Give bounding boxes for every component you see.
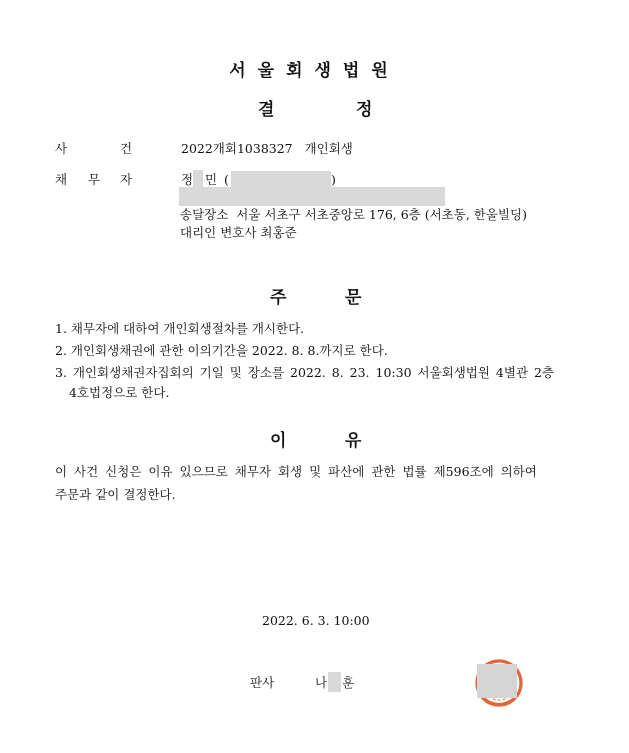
judge-name-second-char: 훈 [342, 675, 355, 690]
doc-type-second-char: 정 [356, 100, 373, 120]
reason-heading-second-char: 유 [345, 431, 362, 451]
debtor-label-third-char: 자 [120, 172, 133, 187]
reason-heading-first-char: 이 [270, 431, 287, 451]
service-address: 송달장소 서울 서초구 서초중앙로 176, 6층 (서초동, 한울빌딩) [180, 207, 527, 222]
redacted-id-block [231, 171, 331, 187]
debtor-name-second-char: 민 [205, 172, 218, 187]
representative: 대리인 변호사 최홍준 [180, 225, 297, 240]
debtor-label-second-char: 무 [88, 172, 101, 187]
reason-text-line-2: 주문과 같이 결정한다. [55, 487, 176, 502]
order-heading-second-char: 문 [345, 288, 362, 308]
order-heading-first-char: 주 [270, 288, 287, 308]
decision-date: 2022. 6. 3. 10:00 [262, 613, 370, 628]
debtor-id-close-paren: ) [331, 172, 336, 187]
judge-name-first-char: 나 [315, 675, 328, 690]
redacted-address-block [179, 187, 445, 206]
case-number: 2022개회1038327 개인회생 [181, 141, 353, 156]
court-seal-icon [470, 652, 528, 712]
judge-label: 판사 [250, 675, 275, 690]
redacted-judge-name-block [328, 672, 341, 692]
court-name: 서울회생법원 [229, 61, 400, 81]
debtor-label-first-char: 채 [55, 172, 68, 187]
reason-text-line-1: 이 사건 신청은 이유 있으므로 채무자 회생 및 파산에 관한 법률 제596조에 의하여 [55, 464, 537, 479]
order-item-3-continued: 4호법정으로 한다. [69, 385, 170, 400]
order-item-3: 3. 개인회생채권자집회의 기일 및 장소를 2022. 8. 23. 10:30 서울회생법원 4별관 2층 [55, 365, 555, 380]
doc-type-first-char: 결 [258, 100, 275, 120]
case-label-second-char: 건 [120, 141, 133, 156]
order-item-2: 2. 개인회생채권에 관한 이의기간을 2022. 8. 8.까지로 한다. [55, 343, 388, 358]
order-item-1: 1. 채무자에 대하여 개인회생절차를 개시한다. [55, 321, 305, 336]
case-label-first-char: 사 [55, 141, 68, 156]
debtor-name-first-char: 정 [181, 172, 194, 187]
debtor-id-open-paren: ( [224, 172, 229, 187]
